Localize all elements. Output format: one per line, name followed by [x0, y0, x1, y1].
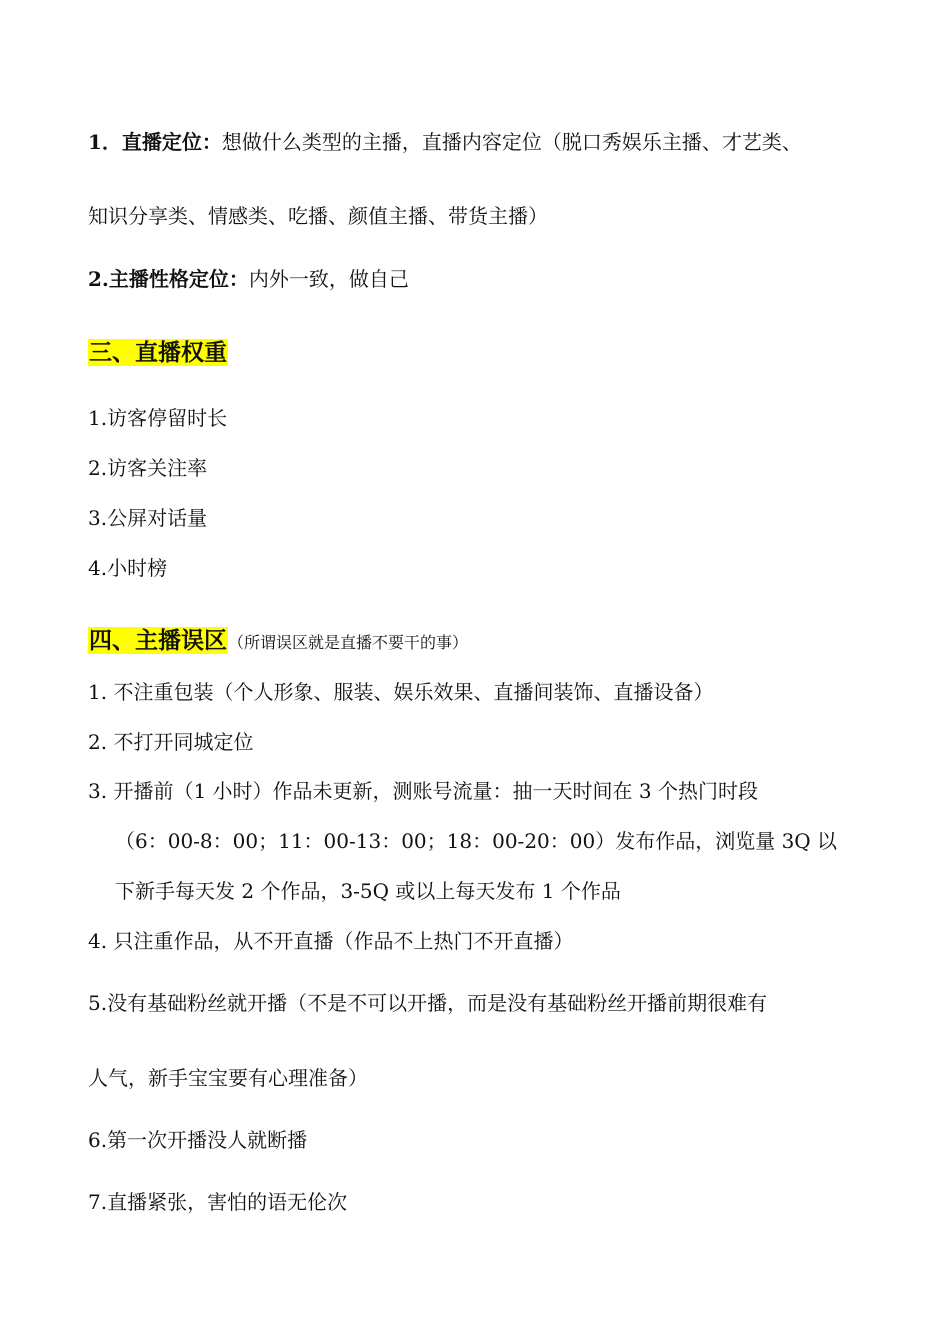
- section-heading-live-weight-text: 三、直播权重: [89, 339, 227, 366]
- position-item-2: [88, 265, 409, 293]
- position-item-2-text: 内外一致，做自己: [248, 267, 409, 291]
- section-heading-note: （所谓误区就是直播不要干的事）: [228, 633, 469, 652]
- weight-item-4: 4.小时榜: [88, 556, 168, 580]
- position-item-1-continued: 知识分享类、情感类、吃播、颜值主播、带货主播）: [88, 204, 548, 228]
- mistake-item-1: 1. 不注重包装（个人形象、服装、娱乐效果、直播间装饰、直播设备）: [88, 680, 714, 704]
- position-item-2-label: 2.主播性格定位：: [88, 267, 249, 291]
- mistake-item-2: 2. 不打开同城定位: [88, 730, 254, 754]
- mistake-item-6: 6.第一次开播没人就断播: [88, 1128, 308, 1152]
- mistake-item-4: 4. 只注重作品，从不开直播（作品不上热门不开直播）: [88, 929, 574, 953]
- weight-item-1: 1.访客停留时长: [88, 406, 228, 430]
- mistake-item-3-line-3: 下新手每天发 2 个作品，3-5Q 或以上每天发布 1 个作品: [115, 879, 621, 903]
- weight-item-3: 3.公屏对话量: [88, 506, 208, 530]
- position-item-1: [88, 128, 802, 156]
- section-heading-anchor-mistakes: [88, 627, 468, 657]
- mistake-item-5-continued: 人气，新手宝宝要有心理准备）: [88, 1066, 368, 1090]
- mistake-item-3: 3. 开播前（1 小时）作品未更新，测账号流量：抽一天时间在 3 个热门时段: [88, 779, 758, 803]
- weight-item-2: 2.访客关注率: [88, 456, 208, 480]
- mistake-item-7: 7.直播紧张，害怕的语无伦次: [88, 1190, 348, 1214]
- section-heading-anchor-mistakes-text: 四、主播误区: [89, 627, 227, 654]
- mistake-item-5: 5.没有基础粉丝就开播（不是不可以开播，而是没有基础粉丝开播前期很难有: [88, 991, 768, 1015]
- position-item-1-label: 1．直播定位：: [88, 130, 222, 154]
- section-heading-live-weight: [88, 339, 228, 367]
- position-item-1-text: 想做什么类型的主播，直播内容定位（脱口秀娱乐主播、才艺类、: [221, 130, 802, 154]
- mistake-item-3-line-2: （6：00-8：00；11：00-13：00；18：00-20：00）发布作品，浏览量 3Q 以: [115, 829, 838, 853]
